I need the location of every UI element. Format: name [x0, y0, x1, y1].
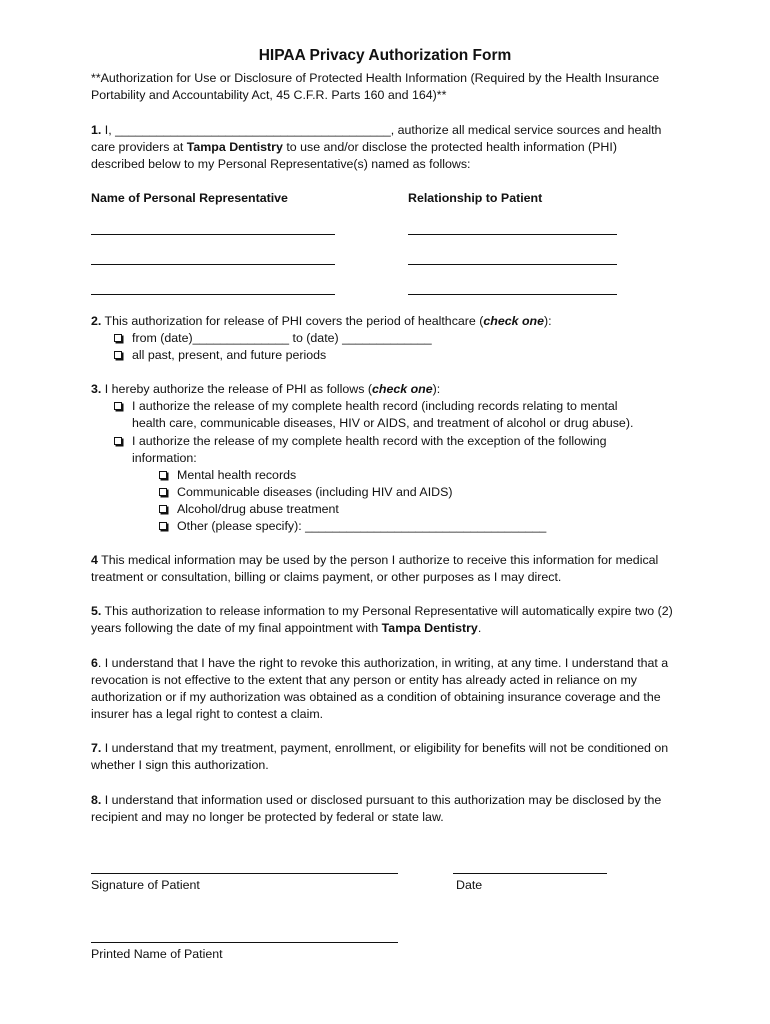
section-5	[91, 603, 677, 637]
section-3-text-b: ):	[432, 382, 441, 396]
checkbox-icon[interactable]	[159, 471, 167, 479]
section-4	[91, 552, 677, 586]
period-option-range[interactable]	[114, 330, 432, 347]
section-3-check-one: check one	[372, 382, 433, 396]
rep-relationship-line-1[interactable]	[408, 234, 617, 235]
checkbox-icon[interactable]	[114, 402, 122, 410]
printed-name-line[interactable]	[91, 942, 398, 943]
section-3-number: 3.	[91, 382, 102, 396]
rep-relationship-line-2[interactable]	[408, 264, 617, 265]
release-option-exception[interactable]	[114, 433, 634, 467]
rep-relationship-line-3[interactable]	[408, 294, 617, 295]
section-2-number: 2.	[91, 314, 102, 328]
checkbox-icon[interactable]	[114, 437, 122, 445]
rep-name-line-3[interactable]	[91, 294, 335, 295]
release-option-exception-label: I authorize the release of my complete health record with the exception of the following information:	[132, 434, 607, 465]
page-title: HIPAA Privacy Authorization Form	[258, 47, 512, 64]
checkbox-icon[interactable]	[159, 488, 167, 496]
period-option-all[interactable]	[114, 347, 326, 364]
intro-text: **Authorization for Use or Disclosure of Protected Health Information (Required by the Health Insurance Portability and Accountability Act, 45 C.F.R. Parts 160 and 164)**	[91, 71, 660, 102]
exception-alcohol-drug[interactable]	[159, 501, 339, 518]
section-7	[91, 740, 683, 774]
section-1-number: 1.	[91, 123, 102, 137]
section-1-text-a: I, ________________________________________, authorize all medical service sources and health care providers at	[91, 123, 662, 154]
name-column-header: Name of Personal Representative	[91, 191, 288, 205]
section-1	[91, 122, 671, 173]
checkbox-icon[interactable]	[159, 522, 167, 530]
date-label: Date	[456, 878, 483, 892]
section-6	[91, 655, 683, 723]
exception-mental-health-label: Mental health records	[177, 468, 297, 482]
exception-other-label: Other (please specify): ___________________________________	[177, 519, 547, 533]
section-8	[91, 792, 683, 826]
printed-name-label: Printed Name of Patient	[91, 947, 223, 961]
section-3-text-a: I hereby authorize the release of PHI as follows (	[101, 382, 373, 396]
release-option-complete-label: I authorize the release of my complete health record (including records relating to mental health care, communicable diseases, HIV or AIDS, and treatment of alcohol or drug abuse).	[132, 399, 634, 430]
section-2	[91, 313, 691, 330]
section-5-practice: Tampa Dentistry	[381, 621, 478, 635]
patient-signature-line[interactable]	[91, 873, 398, 874]
release-option-complete[interactable]	[114, 398, 654, 432]
section-4-text: This medical information may be used by the person I authorize to receive this information for medical treatment or consultation, billing or claims payment, or other purposes as I may direct.	[91, 553, 659, 584]
section-5-number: 5.	[91, 604, 102, 618]
section-3	[91, 381, 691, 398]
section-2-text-a: This authorization for release of PHI covers the period of healthcare (	[101, 314, 484, 328]
section-1-practice: Tampa Dentistry	[186, 140, 283, 154]
checkbox-icon[interactable]	[159, 505, 167, 513]
section-7-number: 7.	[91, 741, 102, 755]
exception-alcohol-drug-label: Alcohol/drug abuse treatment	[177, 502, 339, 516]
section-5-text-b: .	[477, 621, 482, 635]
section-4-number: 4	[91, 553, 98, 567]
section-8-text: I understand that information used or disclosed pursuant to this authorization may be disclosed by the recipient and may no longer be protected by federal or state law.	[91, 793, 662, 824]
exception-communicable-label: Communicable diseases (including HIV and AIDS)	[177, 485, 453, 499]
section-7-text: I understand that my treatment, payment, enrollment, or eligibility for benefits will not be conditioned on whether I sign this authorization.	[91, 741, 669, 772]
period-option-range-label: from (date)______________ to (date) _____________	[132, 331, 432, 345]
rep-name-line-2[interactable]	[91, 264, 335, 265]
exception-other[interactable]	[159, 518, 546, 535]
section-6-number: 6	[91, 656, 98, 670]
exception-communicable[interactable]	[159, 484, 452, 501]
section-2-text-b: ):	[543, 314, 552, 328]
patient-signature-label: Signature of Patient	[91, 878, 200, 892]
date-line[interactable]	[453, 873, 607, 874]
section-6-text: . I understand that I have the right to revoke this authorization, in writing, at any time. I understand that a revocation is not effective to the extent that any person or entity has already acted in reliance on my authorization or if my authorization was obtained as a condition of obtaining insurance coverage and the insurer has a legal right to contest a claim.	[91, 656, 669, 721]
section-8-number: 8.	[91, 793, 102, 807]
checkbox-icon[interactable]	[114, 334, 122, 342]
rep-name-line-1[interactable]	[91, 234, 335, 235]
exception-mental-health[interactable]	[159, 467, 296, 484]
checkbox-icon[interactable]	[114, 351, 122, 359]
section-5-text-a: This authorization to release information to my Personal Representative will automatically expire two (2) years following the date of my final appointment with	[91, 604, 673, 635]
relationship-column-header: Relationship to Patient	[408, 191, 543, 205]
period-option-all-label: all past, present, and future periods	[132, 348, 327, 362]
section-2-check-one: check one	[483, 314, 544, 328]
section-1-text-b: to use and/or disclose the protected health information (PHI) described below to my Personal Representative(s) named as follows:	[91, 140, 617, 171]
